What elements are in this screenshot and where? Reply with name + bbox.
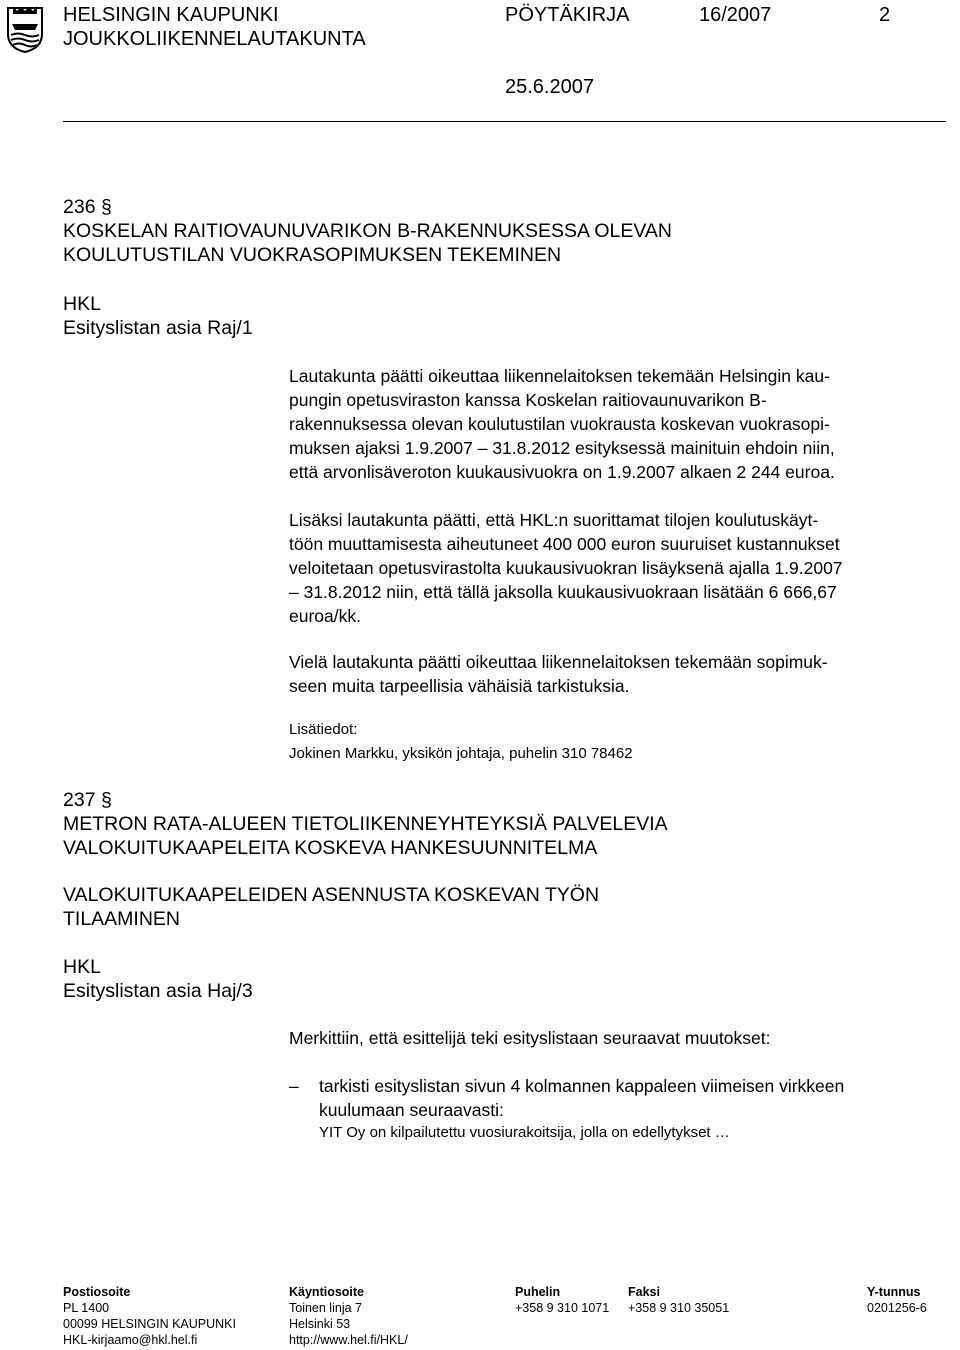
para-line: Vielä lautakunta päätti oikeuttaa liikennelaitoksen tekemään sopimuk- bbox=[289, 652, 828, 672]
footer-postal-box: PL 1400 bbox=[63, 1301, 110, 1315]
doc-type: PÖYTÄKIRJA bbox=[505, 4, 630, 26]
footer-business-id-value: 0201256-6 bbox=[867, 1301, 927, 1315]
bullet-dash: – bbox=[289, 1076, 299, 1096]
org-name: HELSINGIN KAUPUNKI bbox=[63, 4, 279, 26]
para-line: töön muuttamisesta aiheutuneet 400 000 euron suuruiset kustannukset bbox=[289, 534, 840, 554]
para-line: muksen ajaksi 1.9.2007 – 31.8.2012 esityksessä mainituin ehdoin niin, bbox=[289, 438, 835, 458]
footer-fax-label: Faksi bbox=[628, 1285, 660, 1299]
item-237-agenda-ref: Esityslistan asia Haj/3 bbox=[63, 980, 253, 1002]
item-236-decision-para2 bbox=[289, 508, 954, 628]
item-237-org: HKL bbox=[63, 956, 101, 978]
footer-fax-number: +358 9 310 35051 bbox=[628, 1301, 730, 1315]
para-line: pungin opetusviraston kanssa Koskelan raitiovaunuvarikon B- bbox=[289, 390, 767, 410]
item-237-subtitle-line1: VALOKUITUKAAPELEIDEN ASENNUSTA KOSKEVAN TYÖN bbox=[63, 884, 600, 906]
item-236-org: HKL bbox=[63, 293, 101, 315]
item-237-heading bbox=[63, 788, 112, 813]
item-236-title-line2: KOULUTUSTILAN VUOKRASOPIMUKSEN TEKEMINEN bbox=[63, 244, 562, 266]
item-237-subtitle-line2: TILAAMINEN bbox=[63, 908, 181, 930]
para-line: seen muita tarpeellisia vähäisiä tarkistuksia. bbox=[289, 676, 630, 696]
footer-visit bbox=[289, 1284, 408, 1348]
para-line: veloitetaan opetusvirastolta kuukausivuokran lisäyksenä ajalla 1.9.2007 bbox=[289, 558, 843, 578]
bullet-line1: tarkisti esityslistan sivun 4 kolmannen kappaleen viimeisen virkkeen bbox=[319, 1076, 845, 1096]
bullet-line2: kuulumaan seuraavasti: bbox=[319, 1100, 504, 1120]
item-number: 237 bbox=[63, 789, 96, 811]
para-line: Lisäksi lautakunta päätti, että HKL:n suorittamat tilojen koulutuskäyt- bbox=[289, 510, 819, 530]
item-236-decision-para3 bbox=[289, 650, 954, 698]
item-236-decision-para1 bbox=[289, 364, 954, 484]
footer-business-id-label: Y-tunnus bbox=[867, 1285, 921, 1299]
more-info-contact: Jokinen Markku, yksikön johtaja, puhelin 310 78462 bbox=[289, 745, 633, 762]
helsinki-crest-logo bbox=[4, 4, 46, 54]
footer-postal-label: Postiosoite bbox=[63, 1285, 131, 1299]
para-line: rakennuksessa olevan koulutustilan vuokrausta koskevan vuokrasopi- bbox=[289, 414, 830, 434]
item-237-title-line1: METRON RATA-ALUEEN TIETOLIIKENNEYHTEYKSIÄ PALVELEVIA bbox=[63, 813, 668, 835]
header-rule bbox=[63, 121, 946, 122]
bullet-quote: YIT Oy on kilpailutettu vuosiurakoitsija, jolla on edellytykset … bbox=[319, 1124, 730, 1141]
item-236-agenda-ref: Esityslistan asia Raj/1 bbox=[63, 317, 253, 339]
footer-website: http://www.hel.fi/HKL/ bbox=[289, 1333, 408, 1347]
meeting-date: 25.6.2007 bbox=[505, 76, 594, 98]
item-237-title-line2: VALOKUITUKAAPELEITA KOSKEVA HANKESUUNNITELMA bbox=[63, 837, 598, 859]
footer-business-id bbox=[867, 1284, 927, 1316]
board-name: JOUKKOLIIKENNELAUTAKUNTA bbox=[63, 28, 366, 50]
item-number: 236 bbox=[63, 196, 96, 218]
footer-phone-label: Puhelin bbox=[515, 1285, 561, 1299]
item-236-heading bbox=[63, 195, 112, 220]
footer-visit-label: Käyntiosoite bbox=[289, 1285, 365, 1299]
more-info-label: Lisätiedot: bbox=[289, 721, 358, 738]
para-line: että arvonlisäveroton kuukausivuokra on 1.9.2007 alkaen 2 244 euroa. bbox=[289, 462, 835, 482]
footer-phone bbox=[515, 1284, 609, 1316]
item-237-note: Merkittiin, että esittelijä teki esityslistaan seuraavat muutokset: bbox=[289, 1028, 771, 1048]
item-236-title-line1: KOSKELAN RAITIOVAUNUVARIKON B-RAKENNUKSESSA OLEVAN bbox=[63, 220, 672, 242]
footer-visit-street: Toinen linja 7 bbox=[289, 1301, 362, 1315]
footer-postal bbox=[63, 1284, 236, 1348]
footer-postal-city: 00099 HELSINGIN KAUPUNKI bbox=[63, 1317, 236, 1331]
para-line: Lautakunta päätti oikeuttaa liikennelaitoksen tekemään Helsingin kau- bbox=[289, 366, 830, 386]
footer-visit-city: Helsinki 53 bbox=[289, 1317, 351, 1331]
footer-fax bbox=[628, 1284, 729, 1316]
section-sign: § bbox=[100, 789, 112, 811]
section-sign: § bbox=[100, 196, 112, 218]
footer-phone-number: +358 9 310 1071 bbox=[515, 1301, 610, 1315]
footer-email: HKL-kirjaamo@hkl.hel.fi bbox=[63, 1333, 198, 1347]
page-number: 2 bbox=[879, 4, 891, 26]
para-line: – 31.8.2012 niin, että tällä jaksolla kuukausivuokraan lisätään 6 666,67 bbox=[289, 582, 837, 602]
para-line: euroa/kk. bbox=[289, 606, 361, 626]
doc-number: 16/2007 bbox=[699, 4, 772, 26]
